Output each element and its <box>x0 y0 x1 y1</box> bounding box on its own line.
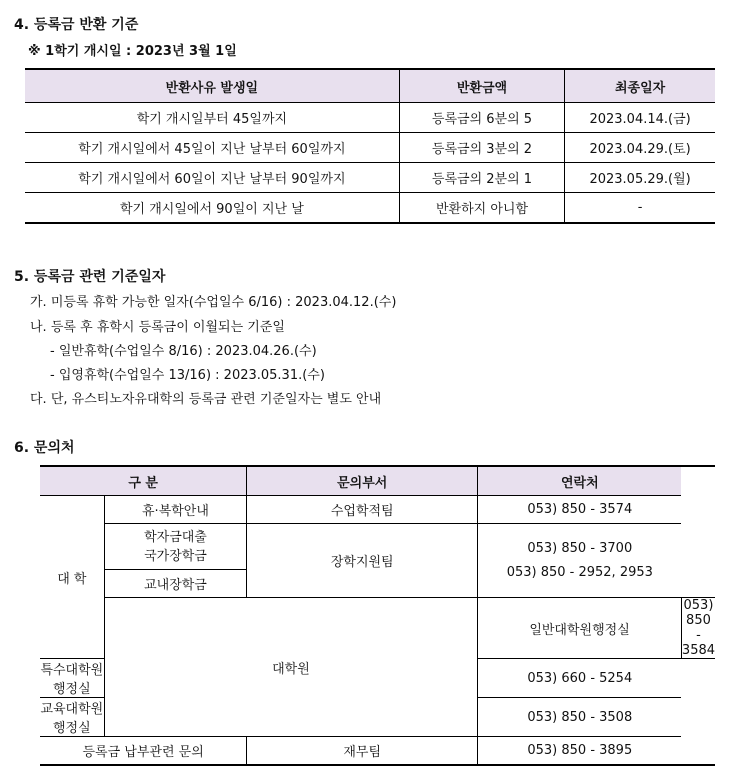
phone-line: 053) 850 - 2952, 2953 <box>506 565 653 580</box>
header-deadline: 최종일자 <box>565 69 715 103</box>
justino-note: 다. 단, 유스티노자유대학의 등록금 관련 기준일자는 별도 안내 <box>30 392 382 407</box>
department: 교육대학원행정실 <box>40 698 104 737</box>
phone: 053) 660 - 5254 <box>478 659 682 698</box>
header-contact: 연락처 <box>478 466 682 496</box>
refund-amount: 등록금의 3분의 2 <box>399 133 564 163</box>
inquiry-item: 교내장학금 <box>104 570 247 598</box>
section5-heading: 5. 등록금 관련 기준일자 <box>14 269 166 285</box>
table-header-row <box>25 69 715 103</box>
department: 특수대학원행정실 <box>40 659 104 698</box>
military-leave-date: - 입영휴학(수업일수 13/16) : 2023.05.31.(수) <box>50 368 325 383</box>
phone: 053) 850 - 3574 <box>478 496 682 524</box>
department: 일반대학원행정실 <box>478 598 682 659</box>
department: 수업학적팀 <box>247 496 478 524</box>
header-department: 문의부서 <box>247 466 478 496</box>
phone: 053) 850 - 3508 <box>478 698 682 737</box>
phone: 053) 850 - 3584 <box>681 598 716 658</box>
inquiry-item-line: 학자금대출 <box>144 529 207 545</box>
university-label: 대 학 <box>40 496 104 659</box>
refund-amount: 등록금의 6분의 5 <box>399 103 564 133</box>
table-row <box>40 524 715 570</box>
semester-start-note: ※ 1학기 개시일 : 2023년 3월 1일 <box>28 44 237 59</box>
section6-heading: 6. 문의처 <box>14 440 75 456</box>
department: 재무팀 <box>247 737 478 766</box>
graduate-school-label: 대학원 <box>104 598 478 737</box>
section4-heading: 4. 등록금 반환 기준 <box>14 17 139 33</box>
refund-amount: 반환하지 아니함 <box>399 193 564 224</box>
carryover-criteria: 나. 등록 후 휴학시 등록금이 이월되는 기준일 <box>30 320 285 335</box>
inquiry-item: 휴·복학안내 <box>104 496 247 524</box>
refund-deadline: 2023.04.29.(토) <box>565 133 715 163</box>
header-category: 구 분 <box>40 466 247 496</box>
contact-table <box>40 465 715 766</box>
header-refund-reason: 반환사유 발생일 <box>25 69 399 103</box>
table-row <box>40 737 715 766</box>
unregistered-leave-date: 가. 미등록 휴학 가능한 일자(수업일수 6/16) : 2023.04.12.(수) <box>30 295 397 310</box>
table-row <box>40 496 715 524</box>
phone-line: 053) 850 - 3700 <box>527 541 633 556</box>
refund-reason: 학기 개시일부터 45일까지 <box>25 103 399 133</box>
refund-deadline: - <box>565 193 715 224</box>
table-row <box>25 133 715 163</box>
refund-amount: 등록금의 2분의 1 <box>399 163 564 193</box>
header-refund-amount: 반환금액 <box>399 69 564 103</box>
refund-reason: 학기 개시일에서 90일이 지난 날 <box>25 193 399 224</box>
refund-deadline: 2023.05.29.(월) <box>565 163 715 193</box>
refund-reason: 학기 개시일에서 45일이 지난 날부터 60일까지 <box>25 133 399 163</box>
table-row <box>25 103 715 133</box>
refund-reason: 학기 개시일에서 60일이 지난 날부터 90일까지 <box>25 163 399 193</box>
table-row <box>40 598 715 659</box>
general-leave-date: - 일반휴학(수업일수 8/16) : 2023.04.26.(수) <box>50 344 317 359</box>
table-header-row <box>40 466 715 496</box>
table-row <box>25 163 715 193</box>
department: 장학지원팀 <box>247 524 478 598</box>
tuition-inquiry-label: 등록금 납부관련 문의 <box>40 737 247 766</box>
inquiry-item <box>104 524 247 570</box>
table-row <box>25 193 715 224</box>
refund-deadline: 2023.04.14.(금) <box>565 103 715 133</box>
inquiry-item-line: 국가장학금 <box>144 548 207 564</box>
refund-table <box>25 68 715 224</box>
phone <box>478 524 682 598</box>
phone: 053) 850 - 3895 <box>478 737 682 766</box>
